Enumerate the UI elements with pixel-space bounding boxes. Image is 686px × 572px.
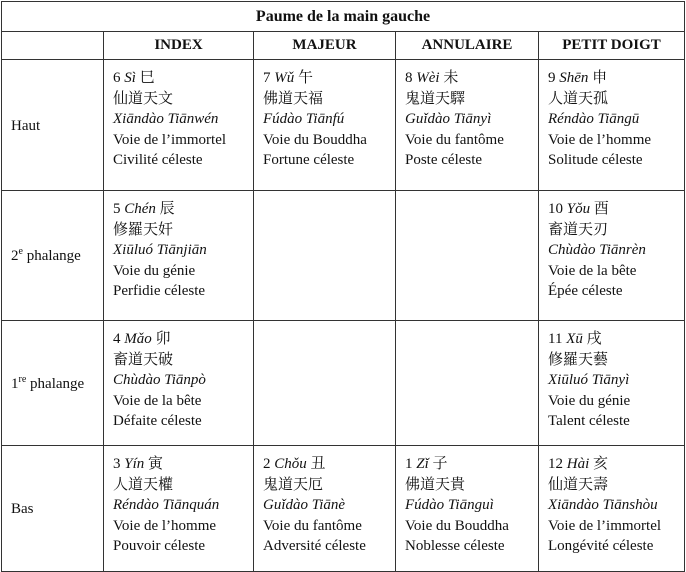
empty-cell	[396, 191, 539, 321]
empty-cell	[254, 191, 396, 321]
cell-pinyin: Fúdào Tiānfú	[263, 111, 345, 128]
table-cell	[539, 191, 685, 321]
table-cell	[539, 60, 685, 191]
cell-pinyin: Réndào Tiānquán	[113, 497, 220, 514]
cell-pinyin: Guǐdào Tiānyì	[405, 111, 492, 128]
header-petit-doigt: PETIT DOIGT	[539, 32, 685, 60]
cell-pinyin: Xiāndào Tiānwén	[113, 111, 219, 128]
cell-branch: 6 Sì 巳	[113, 70, 155, 86]
palm-table	[1, 1, 685, 572]
row-label: 2e phalange	[2, 191, 104, 321]
table-cell	[254, 60, 396, 191]
cell-name: Noblesse céleste	[405, 538, 505, 555]
cell-chinese: 修羅天奸	[113, 221, 174, 238]
cell-pinyin: Chùdào Tiānrèn	[548, 242, 646, 259]
cell-chinese: 人道天權	[113, 476, 174, 493]
cell-pinyin: Fúdào Tiānguì	[405, 497, 494, 514]
cell-chinese: 修羅天藝	[548, 351, 609, 368]
row-bas	[2, 446, 685, 572]
table-cell	[104, 191, 254, 321]
cell-chinese: 仙道天文	[113, 90, 174, 107]
cell-pinyin: Xiūluó Tiānjiān	[113, 242, 207, 259]
cell-branch: 3 Yín 寅	[113, 456, 164, 472]
cell-chinese: 佛道天貴	[405, 476, 466, 493]
row-haut	[2, 60, 685, 191]
cell-branch: 1 Zǐ 子	[405, 456, 448, 472]
header-annulaire: ANNULAIRE	[396, 32, 539, 60]
cell-voie: Voie de l’immortel	[113, 131, 227, 148]
cell-branch: 11 Xū 戌	[548, 331, 602, 347]
table-cell	[104, 60, 254, 191]
table-cell	[396, 446, 539, 572]
cell-voie: Voie du Bouddha	[263, 131, 367, 148]
row-1re-phalange	[2, 321, 685, 446]
table-cell	[104, 446, 254, 572]
cell-voie: Voie du génie	[548, 392, 631, 409]
cell-chinese: 鬼道天厄	[263, 476, 324, 493]
empty-cell	[254, 321, 396, 446]
empty-cell	[396, 321, 539, 446]
header-index: INDEX	[104, 32, 254, 60]
cell-voie: Voie de la bête	[548, 262, 637, 279]
cell-chinese: 人道天孤	[548, 90, 609, 107]
table-title: Paume de la main gauche	[2, 2, 685, 32]
cell-name: Adversité céleste	[263, 538, 366, 555]
cell-chinese: 畜道天破	[113, 351, 174, 368]
cell-branch: 12 Hài 亥	[548, 456, 609, 472]
cell-name: Solitude céleste	[548, 152, 643, 169]
cell-name: Fortune céleste	[263, 152, 355, 169]
table-cell	[539, 446, 685, 572]
table-cell	[254, 446, 396, 572]
cell-name: Poste céleste	[405, 152, 483, 169]
cell-voie: Voie de l’homme	[113, 517, 217, 534]
cell-name: Perfidie céleste	[113, 283, 206, 300]
cell-chinese: 佛道天福	[263, 90, 324, 107]
cell-branch: 5 Chén 辰	[113, 201, 175, 217]
cell-branch: 2 Chǒu 丑	[263, 456, 326, 472]
header-row	[2, 32, 685, 60]
cell-voie: Voie du génie	[113, 262, 196, 279]
cell-pinyin: Chùdào Tiānpò	[113, 372, 206, 389]
cell-name: Longévité céleste	[548, 538, 654, 555]
cell-chinese: 畜道天刃	[548, 221, 609, 238]
cell-branch: 4 Mǎo 卯	[113, 331, 171, 347]
cell-name: Défaite céleste	[113, 413, 202, 430]
cell-pinyin: Xiāndào Tiānshòu	[548, 497, 658, 514]
cell-name: Talent céleste	[548, 413, 630, 430]
row-2e-phalange	[2, 191, 685, 321]
row-label: Haut	[2, 60, 104, 191]
cell-voie: Voie du fantôme	[263, 517, 362, 534]
cell-voie: Voie du fantôme	[405, 131, 504, 148]
cell-chinese: 鬼道天驛	[405, 90, 466, 107]
cell-branch: 9 Shēn 申	[548, 70, 608, 86]
row-label: 1re phalange	[2, 321, 104, 446]
cell-name: Épée céleste	[548, 283, 623, 300]
cell-branch: 8 Wèi 未	[405, 70, 459, 86]
table-cell	[539, 321, 685, 446]
cell-voie: Voie du Bouddha	[405, 517, 509, 534]
header-majeur: MAJEUR	[254, 32, 396, 60]
cell-name: Civilité céleste	[113, 152, 203, 169]
cell-chinese: 仙道天壽	[548, 476, 609, 493]
cell-branch: 10 Yǒu 酉	[548, 201, 609, 217]
header-empty	[2, 32, 104, 60]
cell-voie: Voie de l’immortel	[548, 517, 662, 534]
row-label: Bas	[2, 446, 104, 572]
table-cell	[396, 60, 539, 191]
cell-voie: Voie de la bête	[113, 392, 202, 409]
cell-branch: 7 Wǔ 午	[263, 70, 314, 86]
cell-pinyin: Xiūluó Tiānyì	[548, 372, 630, 389]
cell-voie: Voie de l’homme	[548, 131, 652, 148]
cell-pinyin: Guǐdào Tiānè	[263, 497, 346, 514]
cell-name: Pouvoir céleste	[113, 538, 206, 555]
cell-pinyin: Réndào Tiāngū	[548, 111, 640, 128]
table-cell	[104, 321, 254, 446]
